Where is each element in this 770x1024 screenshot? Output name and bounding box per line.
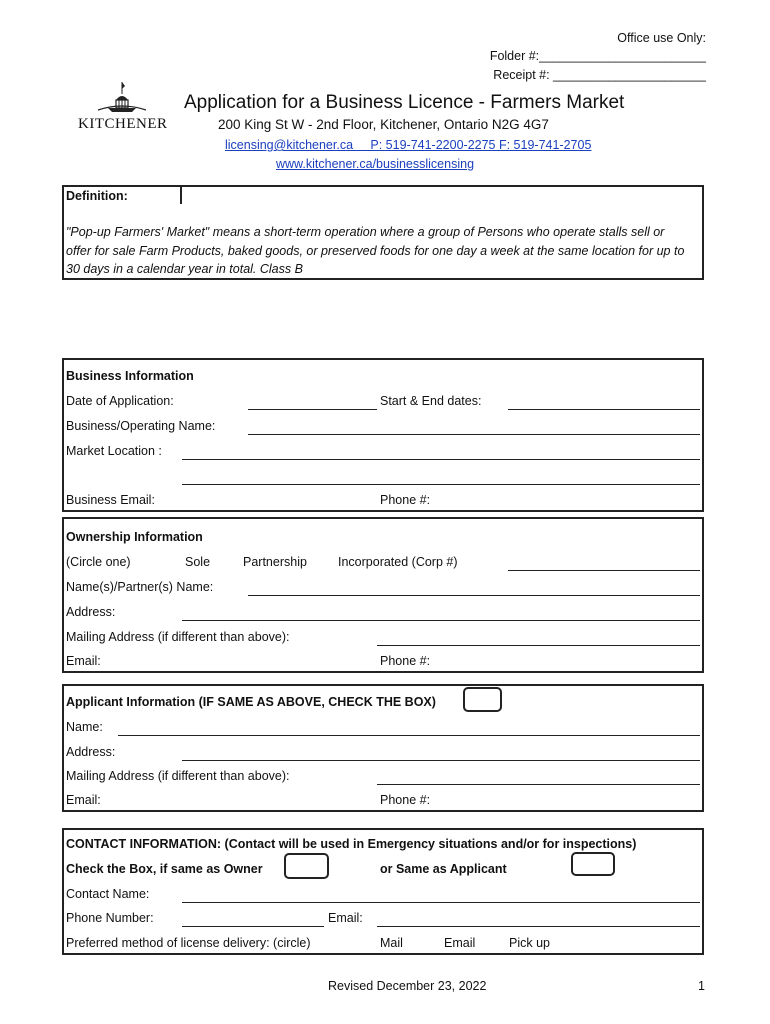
applicant-mailing-field[interactable] (377, 784, 700, 785)
circle-one-label: (Circle one) (66, 555, 131, 569)
same-as-owner-label: Check the Box, if same as Owner (66, 862, 263, 876)
corp-number-field[interactable] (508, 570, 700, 571)
definition-text-1: "Pop-up Farmers' Market" means a short-term operation where a group of Persons who operate stalls sell or (66, 225, 665, 239)
owner-names-field[interactable] (248, 595, 700, 596)
contact-name-label: Contact Name: (66, 887, 150, 901)
definition-label: Definition: (66, 189, 128, 203)
folder-number-field: Folder #:________________________ (489, 49, 706, 63)
owner-email-label: Email: (66, 654, 101, 668)
office-use-label: Office use Only: (617, 31, 706, 45)
applicant-address-label: Address: (66, 745, 116, 759)
applicant-email-label: Email: (66, 793, 101, 807)
market-location-field[interactable] (182, 459, 700, 460)
delivery-option-pickup[interactable]: Pick up (509, 936, 550, 950)
ownership-option-incorporated[interactable]: Incorporated (Corp #) (338, 555, 458, 569)
ownership-option-partnership[interactable]: Partnership (243, 555, 307, 569)
market-location-field-2[interactable] (182, 484, 700, 485)
revised-date: Revised December 23, 2022 (328, 979, 487, 993)
applicant-name-field[interactable] (118, 735, 700, 736)
same-as-above-checkbox[interactable] (463, 687, 502, 712)
delivery-option-email[interactable]: Email (444, 936, 476, 950)
definition-text-2: offer for sale Farm Products, baked goods, or preserved foods for one day a week at the same location for up to (66, 244, 685, 258)
delivery-method-label: Preferred method of license delivery: (circle) (66, 936, 311, 950)
market-location-label: Market Location : (66, 444, 162, 458)
definition-divider (180, 187, 182, 204)
owner-address-field[interactable] (182, 620, 700, 621)
contact-phone-label: Phone Number: (66, 911, 154, 925)
same-as-owner-checkbox[interactable] (284, 853, 329, 879)
delivery-option-mail[interactable]: Mail (380, 936, 403, 950)
contact-name-field[interactable] (182, 902, 700, 903)
website-link[interactable]: www.kitchener.ca/businesslicensing (276, 157, 475, 171)
applicant-phone-label: Phone #: (380, 793, 431, 807)
owner-mailing-label: Mailing Address (if different than above): (66, 630, 290, 644)
definition-text-3: 30 days in a calendar year in total. Class B (66, 262, 303, 276)
applicant-info-heading: Applicant Information (IF SAME AS ABOVE, CHECK THE BOX) (66, 695, 436, 709)
start-end-dates-label: Start & End dates: (380, 394, 482, 408)
business-name-field[interactable] (248, 434, 700, 435)
applicant-name-label: Name: (66, 720, 103, 734)
start-end-dates-field[interactable] (508, 409, 700, 410)
office-address: 200 King St W - 2nd Floor, Kitchener, Ontario N2G 4G7 (218, 117, 549, 132)
same-as-applicant-label: or Same as Applicant (380, 862, 507, 876)
owner-names-label: Name(s)/Partner(s) Name: (66, 580, 214, 594)
page-title: Application for a Business Licence - Farmers Market (184, 92, 625, 113)
contact-links[interactable]: licensing@kitchener.ca P: 519-741-2200-2275 F: 519-741-2705 (225, 138, 592, 152)
logo-wordmark: KITCHENER (78, 116, 168, 132)
page-number: 1 (698, 979, 705, 993)
applicant-mailing-label: Mailing Address (if different than above): (66, 769, 290, 783)
date-of-application-field[interactable] (248, 409, 377, 410)
business-name-label: Business/Operating Name: (66, 419, 216, 433)
contact-email-field[interactable] (377, 926, 700, 927)
owner-mailing-field[interactable] (377, 645, 700, 646)
kitchener-logo (76, 80, 168, 134)
same-as-applicant-checkbox[interactable] (571, 852, 615, 876)
ownership-info-heading: Ownership Information (66, 530, 203, 544)
ownership-option-sole[interactable]: Sole (185, 555, 211, 569)
contact-phone-field[interactable] (182, 926, 324, 927)
business-phone-label: Phone #: (380, 493, 431, 507)
business-info-heading: Business Information (66, 369, 194, 383)
receipt-number-field: Receipt #: ______________________ (493, 68, 706, 82)
contact-info-heading: CONTACT INFORMATION: (Contact will be used in Emergency situations and/or for inspections) (66, 837, 637, 851)
applicant-address-field[interactable] (182, 760, 700, 761)
business-email-label: Business Email: (66, 493, 155, 507)
owner-address-label: Address: (66, 605, 116, 619)
owner-phone-label: Phone #: (380, 654, 431, 668)
contact-email-label: Email: (328, 911, 363, 925)
date-of-application-label: Date of Application: (66, 394, 174, 408)
